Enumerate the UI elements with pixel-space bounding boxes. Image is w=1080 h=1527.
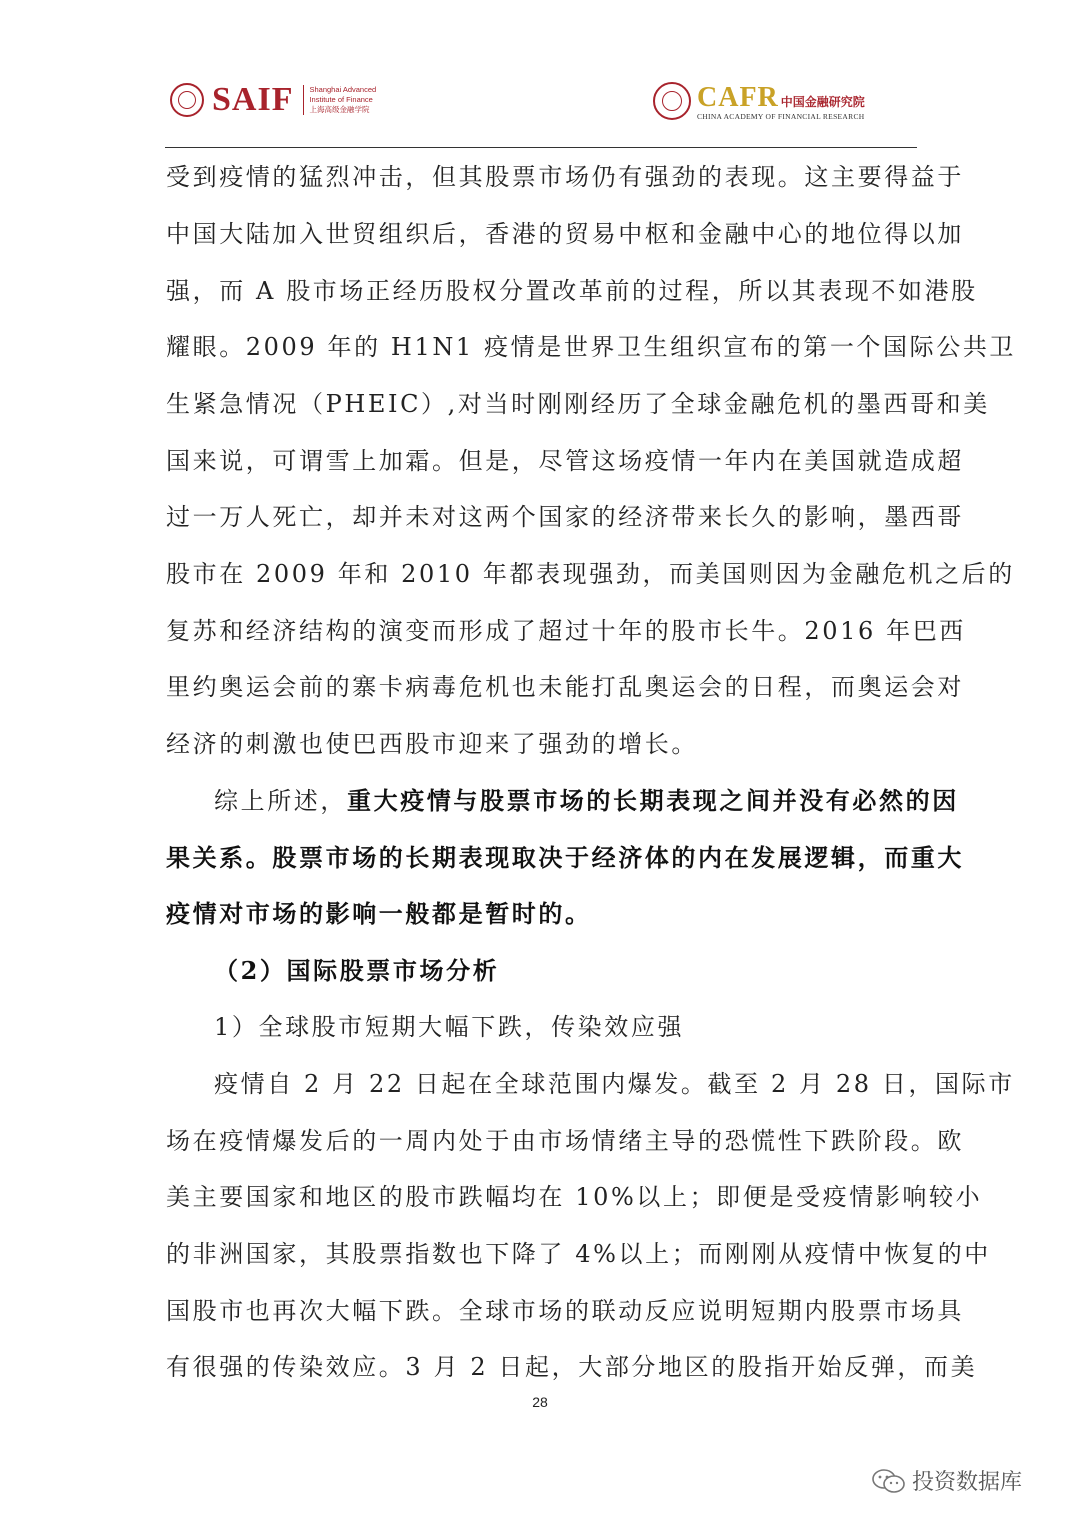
body-line: 经济的刺激也使巴西股市迎来了强劲的增长。 (166, 730, 698, 758)
saif-logo-text: SAIF (212, 81, 294, 118)
watermark-text: 投资数据库 (912, 1470, 1023, 1495)
page-header (0, 0, 1080, 150)
saif-sub-line: 上海高级金融学院 (309, 105, 370, 114)
summary-line (214, 786, 959, 816)
body-line: 过一万人死亡，却并未对这两个国家的经济带来长久的影响，墨西哥 (166, 503, 964, 531)
university-seal-icon (170, 83, 204, 117)
body-line: 国来说，可谓雪上加霜。但是，尽管这场疫情一年内在美国就造成超 (166, 447, 964, 475)
body-line: 耀眼。2009 年的 H1N1 疫情是世界卫生组织宣布的第一个国际公共卫 (166, 333, 1017, 361)
body-line: 受到疫情的猛烈冲击，但其股票市场仍有强劲的表现。这主要得益于 (166, 163, 964, 191)
body-line: 强，而 A 股市场正经历股权分置改革前的过程，所以其表现不如港股 (166, 277, 978, 305)
body-line: 里约奥运会前的寨卡病毒危机也未能打乱奥运会的日程，而奥运会对 (166, 673, 964, 701)
body-line: 中国大陆加入世贸组织后，香港的贸易中枢和金融中心的地位得以加 (166, 220, 964, 248)
section-heading: （2）国际股票市场分析 (214, 956, 500, 985)
summary-bold: 果关系。股票市场的长期表现取决于经济体的内在发展逻辑，而重大 (166, 843, 964, 872)
body-line: 疫情自 2 月 22 日起在全球范围内爆发。截至 2 月 28 日，国际市 (214, 1070, 1015, 1098)
subsection-heading: 1）全球股市短期大幅下跌，传染效应强 (214, 1013, 685, 1041)
body-line: 复苏和经济结构的演变而形成了超过十年的股市长牛。2016 年巴西 (166, 617, 966, 645)
body-line: 的非洲国家，其股票指数也下降了 4%以上；而刚刚从疫情中恢复的中 (166, 1240, 991, 1268)
cafr-logo-en: CHINA ACADEMY OF FINANCIAL RESEARCH (697, 111, 865, 121)
cafr-logo-cn: 中国金融研究院 (780, 94, 865, 109)
saif-sub-line: Institute of Finance (309, 95, 373, 104)
summary-bold: 疫情对市场的影响一般都是暂时的。 (166, 899, 592, 928)
saif-logo (170, 80, 376, 120)
cafr-logo-text: CAFR (697, 81, 779, 113)
body-line: 美主要国家和地区的股市跌幅均在 10%以上；即便是受疫情影响较小 (166, 1183, 983, 1211)
body-line: 有很强的传染效应。3 月 2 日起，大部分地区的股指开始反弹，而美 (166, 1353, 978, 1381)
page-number: 28 (532, 1394, 548, 1410)
wechat-icon (872, 1469, 906, 1493)
watermark (872, 1465, 1022, 1496)
body-line: 场在疫情爆发后的一周内处于由市场情绪主导的恐慌性下跌阶段。欧 (166, 1127, 964, 1155)
university-seal-icon (653, 82, 691, 120)
cafr-logo (653, 80, 865, 122)
summary-bold: 重大疫情与股票市场的长期表现之间并没有必然的因 (347, 786, 959, 815)
saif-logo-subtitle (303, 85, 376, 115)
body-line: 生紧急情况（PHEIC）,对当时刚刚经历了全球金融危机的墨西哥和美 (166, 390, 990, 418)
summary-lead: 综上所述， (214, 787, 347, 815)
body-line: 股市在 2009 年和 2010 年都表现强劲，而美国则因为金融危机之后的 (166, 560, 1015, 588)
header-rule (165, 147, 917, 148)
saif-sub-line: Shanghai Advanced (309, 85, 377, 94)
body-line: 国股市也再次大幅下跌。全球市场的联动反应说明短期内股票市场具 (166, 1297, 964, 1325)
